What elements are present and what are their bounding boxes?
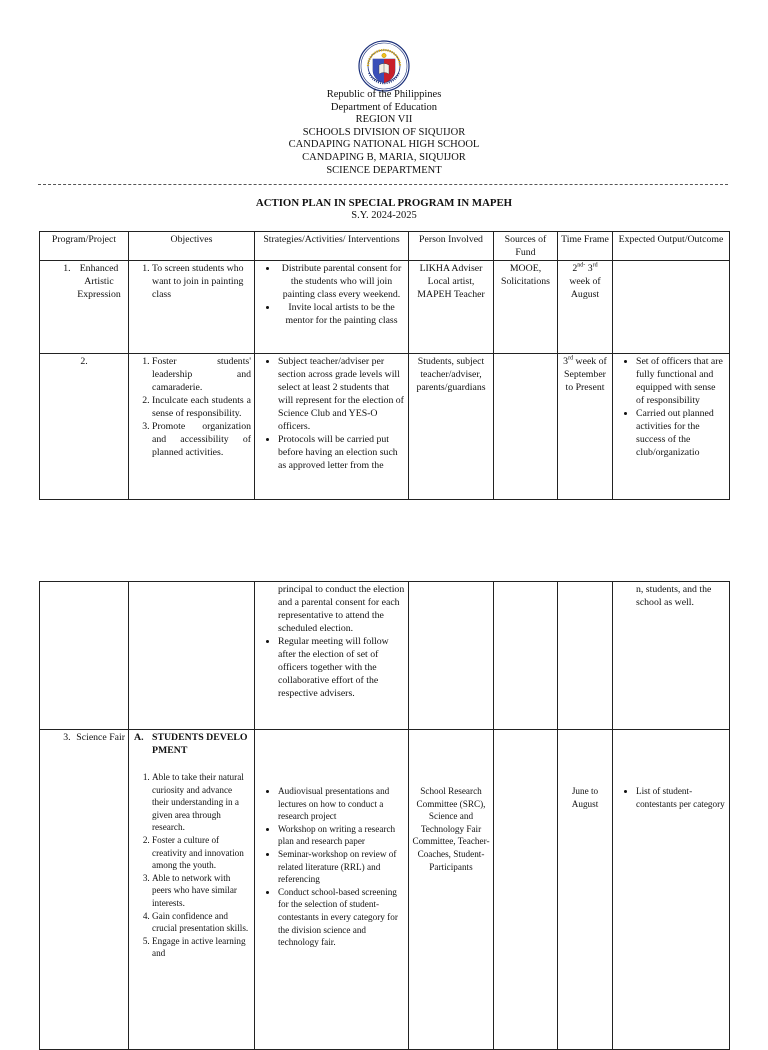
program-name: 1. Enhanced Artistic Expression [73, 262, 125, 301]
source-of-fund [494, 730, 558, 1050]
header-persons: Person Involved [409, 232, 494, 261]
objective-item: 1. Able to take their natural curiosity and advance their understanding in a given area through research. [152, 771, 251, 834]
school-year: S.Y. 2024-2025 [351, 210, 417, 221]
objective-item: 2. Inculcate each students a sense of responsibility. [152, 394, 251, 420]
expected-output-list [616, 355, 726, 459]
time-frame: 3rd week of September to Present [558, 354, 613, 500]
table-row [40, 261, 730, 354]
output-item: • Set of officers that are fully functional and equipped with sense of responsibility [636, 355, 726, 407]
objective-item: 4. Gain confidence and crucial presentation skills. [152, 910, 251, 935]
persons-involved: LIKHA Adviser Local artist, MAPEH Teacher [409, 261, 494, 354]
header-school: CANDAPING NATIONAL HIGH SCHOOL [288, 139, 480, 151]
objective-list [132, 355, 251, 459]
output-item: • Carried out planned activities for the success of the club/organizatio [636, 407, 726, 459]
deped-seal-logo [358, 40, 410, 92]
objective-list [132, 262, 251, 301]
document-header [0, 89, 768, 177]
source-of-fund [494, 354, 558, 500]
header-republic: Republic of the Philippines [326, 89, 442, 100]
header-department: Department of Education [330, 101, 438, 113]
persons-involved: School Research Committee (SRC), Science and Technology Fair Committee, Teacher-Coaches, Student-Participants [412, 786, 490, 872]
strategy-item: • Audiovisual presentations and lectures on how to conduct a research project [278, 785, 405, 823]
time-frame: $2^{nd-}$ 3rd week of August [558, 261, 613, 354]
strategy-list [258, 785, 405, 949]
header-fund: Sources of Fund [494, 232, 558, 261]
strategy-list [258, 355, 405, 472]
objective-item: 3. Promote organization and accessibility of planned activities. [152, 420, 251, 459]
expected-output-list [616, 785, 726, 810]
action-plan-table [39, 231, 730, 500]
strategy-item: • Regular meeting will follow after the election of set of officers together with the collaborative effort of the respective advisers. [278, 635, 405, 700]
document-title: ACTION PLAN IN SPECIAL PROGRAM IN MAPEH [255, 197, 513, 209]
objective-item: 5. Engage in active learning and [152, 935, 251, 960]
program-name: 3. Science Fair [73, 731, 125, 744]
header-strategies: Strategies/Activities/ Interventions [255, 232, 409, 261]
objective-item: 2. Foster a culture of creativity and innovation among the youth. [152, 834, 251, 872]
persons-involved: Students, subject teacher/adviser, parents/guardians [409, 354, 494, 500]
table-header-row [40, 232, 730, 261]
source-of-fund: MOOE, Solicitations [494, 261, 558, 354]
header-region: REGION VII [355, 114, 413, 126]
program-list [43, 262, 125, 301]
output-item: • List of student-contestants per category [636, 785, 726, 810]
section-heading: A. STUDENTS DEVELOPMENT [134, 732, 248, 756]
strategy-list [258, 262, 405, 327]
expected-output [613, 261, 730, 354]
objective-list [132, 771, 251, 960]
strategy-item: • Protocols will be carried put before having an election such as approved letter from the [278, 433, 405, 472]
strategy-item: • Subject teacher/adviser per section across grade levels will select at least 2 students that will represent for the election of Science Club and YES-O officers. [278, 355, 405, 433]
strategy-continuation: principal to conduct the election and a parental consent for each representative to attend the scheduled election. [278, 584, 405, 634]
program-number: 2. [40, 354, 129, 500]
time-frame: June to August [571, 786, 599, 809]
strategy-item: • Seminar-workshop on review of related literature (RRL) and referencing [278, 848, 405, 886]
strategy-item: • Conduct school-based screening for the selection of student-contestants in every category for the division science and technology fair. [278, 886, 405, 949]
strategy-item: • Invite local artists to be the mentor for the painting class [278, 301, 405, 327]
table-row [40, 730, 730, 1050]
header-division: SCHOOLS DIVISION OF SIQUIJOR [302, 126, 466, 138]
table-row [40, 354, 730, 500]
objective-item: 1. To screen students who want to join in painting class [152, 262, 251, 301]
strategy-list [258, 635, 405, 700]
table-row [40, 582, 730, 730]
header-program: Program/Project [40, 232, 129, 261]
objective-item: 3. Able to network with peers who have similar interests. [152, 872, 251, 910]
header-objectives: Objectives [129, 232, 255, 261]
header-expected-output: Expected Output/Outcome [613, 232, 730, 261]
output-continuation: n, students, and the school as well. [636, 584, 712, 608]
header-time-frame: Time Frame [558, 232, 613, 261]
header-department-name: SCIENCE DEPARTMENT [326, 164, 442, 176]
header-divider [38, 184, 728, 185]
action-plan-table-continued [39, 581, 730, 1050]
objective-item: 1. Foster students' leadership and camaraderie. [152, 355, 251, 394]
header-address: CANDAPING B, MARIA, SIQUIJOR [302, 151, 466, 163]
strategy-item: • Distribute parental consent for the students who will join painting class every weekend. [278, 262, 405, 301]
program-list [43, 731, 125, 744]
strategy-item: • Workshop on writing a research plan and research paper [278, 823, 405, 848]
